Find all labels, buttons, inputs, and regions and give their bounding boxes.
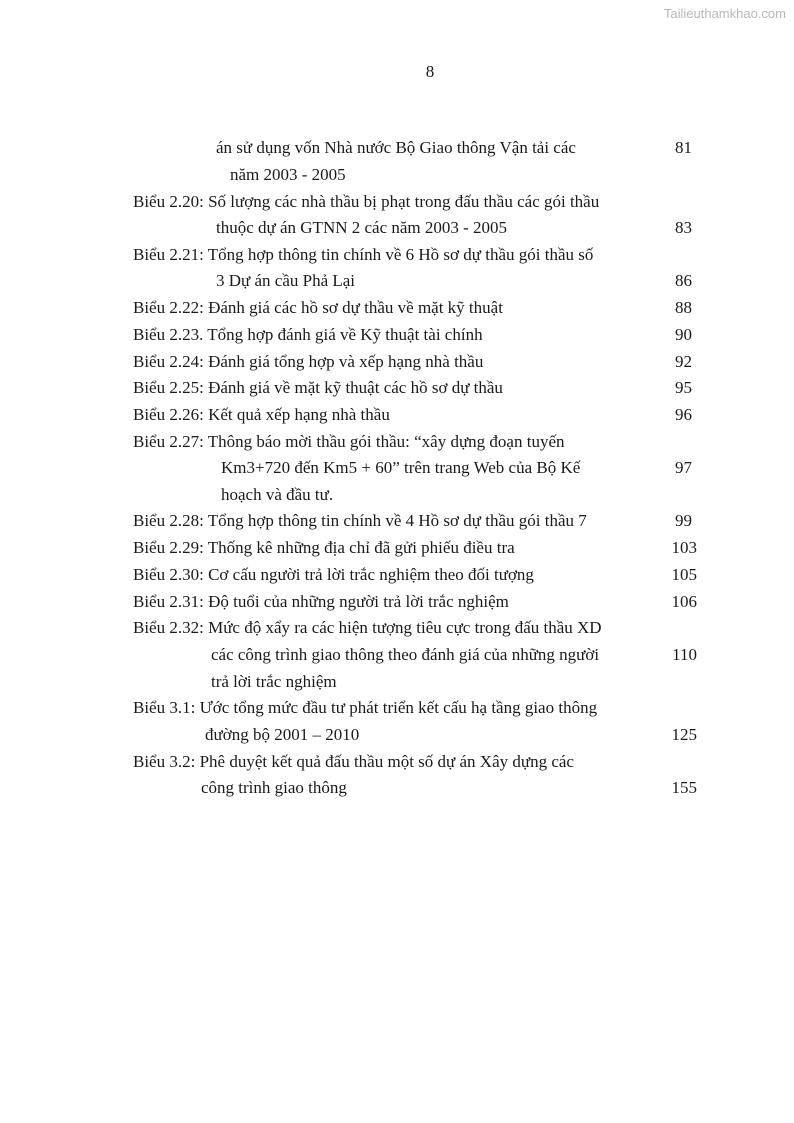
- entry-page: 96: [675, 405, 692, 424]
- entry-page: 90: [675, 325, 692, 344]
- entry-page: 155: [671, 778, 697, 797]
- entry-page: 97: [675, 458, 692, 477]
- watermark: Tailieuthamkhao.com: [663, 6, 786, 21]
- entry-line: 3 Dự án cầu Phả Lại: [216, 271, 356, 290]
- entry-page: 110: [672, 645, 697, 664]
- entry-line: án sử dụng vốn Nhà nước Bộ Giao thông Vận tải các: [216, 138, 576, 157]
- entry-line: Biểu 2.30: Cơ cấu người trả lời trắc nghiệm theo đối tượng: [133, 565, 534, 584]
- entry-line: đường bộ 2001 – 2010: [205, 725, 360, 744]
- entry-line: công trình giao thông: [201, 778, 347, 797]
- entry-line: Biểu 2.29: Thống kê những địa chỉ đã gửi phiếu điều tra: [133, 538, 515, 557]
- entry-page: 103: [671, 538, 697, 557]
- entry-page: 125: [671, 725, 697, 744]
- entry-line: Biểu 2.32: Mức độ xẩy ra các hiện tượng tiêu cực trong đấu thầu XD: [133, 618, 602, 637]
- entry-line: Biểu 2.25: Đánh giá về mặt kỹ thuật các hồ sơ dự thầu: [133, 378, 503, 397]
- entry-line: hoạch và đầu tư.: [221, 485, 334, 504]
- entry-line: Biểu 2.20: Số lượng các nhà thầu bị phạt trong đấu thầu các gói thầu: [133, 192, 600, 211]
- entry-line: năm 2003 - 2005: [230, 165, 346, 184]
- entry-page: 83: [675, 218, 692, 237]
- entry-page: 88: [675, 298, 692, 317]
- entry-page: 95: [675, 378, 692, 397]
- entry-line: Biểu 2.27: Thông báo mời thầu gói thầu: “xây dựng đoạn tuyến: [133, 432, 565, 451]
- entry-page: 81: [675, 138, 692, 157]
- entry-line: Biểu 3.2: Phê duyệt kết quả đấu thầu một số dự án Xây dựng các: [133, 752, 574, 771]
- entry-page: 99: [675, 511, 692, 530]
- entry-page: 105: [671, 565, 697, 584]
- entry-line: Biểu 2.21: Tổng hợp thông tin chính về 6 Hồ sơ dự thầu gói thầu số: [133, 245, 594, 264]
- entry-line: Biểu 2.26: Kết quả xếp hạng nhà thầu: [133, 405, 390, 424]
- entry-page: 92: [675, 352, 692, 371]
- entry-line: Biểu 2.24: Đánh giá tổng hợp và xếp hạng nhà thầu: [133, 352, 484, 371]
- page-number: 8: [425, 62, 435, 81]
- entry-line: Biểu 2.28: Tổng hợp thông tin chính về 4 Hồ sơ dự thầu gói thầu 7: [133, 511, 587, 530]
- entry-line: Km3+720 đến Km5 + 60” trên trang Web của Bộ Kế: [221, 458, 581, 477]
- entry-page: 106: [671, 592, 697, 611]
- entry-line: thuộc dự án GTNN 2 các năm 2003 - 2005: [216, 218, 508, 237]
- entry-line: Biểu 3.1: Ước tổng mức đầu tư phát triển kết cấu hạ tầng giao thông: [133, 698, 598, 717]
- entry-line: các công trình giao thông theo đánh giá của những người: [211, 645, 600, 664]
- entry-line: Biểu 2.22: Đánh giá các hồ sơ dự thầu về mặt kỹ thuật: [133, 298, 503, 317]
- entry-line: Biểu 2.23. Tổng hợp đánh giá về Kỹ thuật tài chính: [133, 325, 483, 344]
- entry-page: 86: [675, 271, 692, 290]
- entry-line: trả lời trắc nghiệm: [211, 672, 337, 691]
- entry-line: Biểu 2.31: Độ tuổi của những người trả lời trắc nghiệm: [133, 592, 509, 611]
